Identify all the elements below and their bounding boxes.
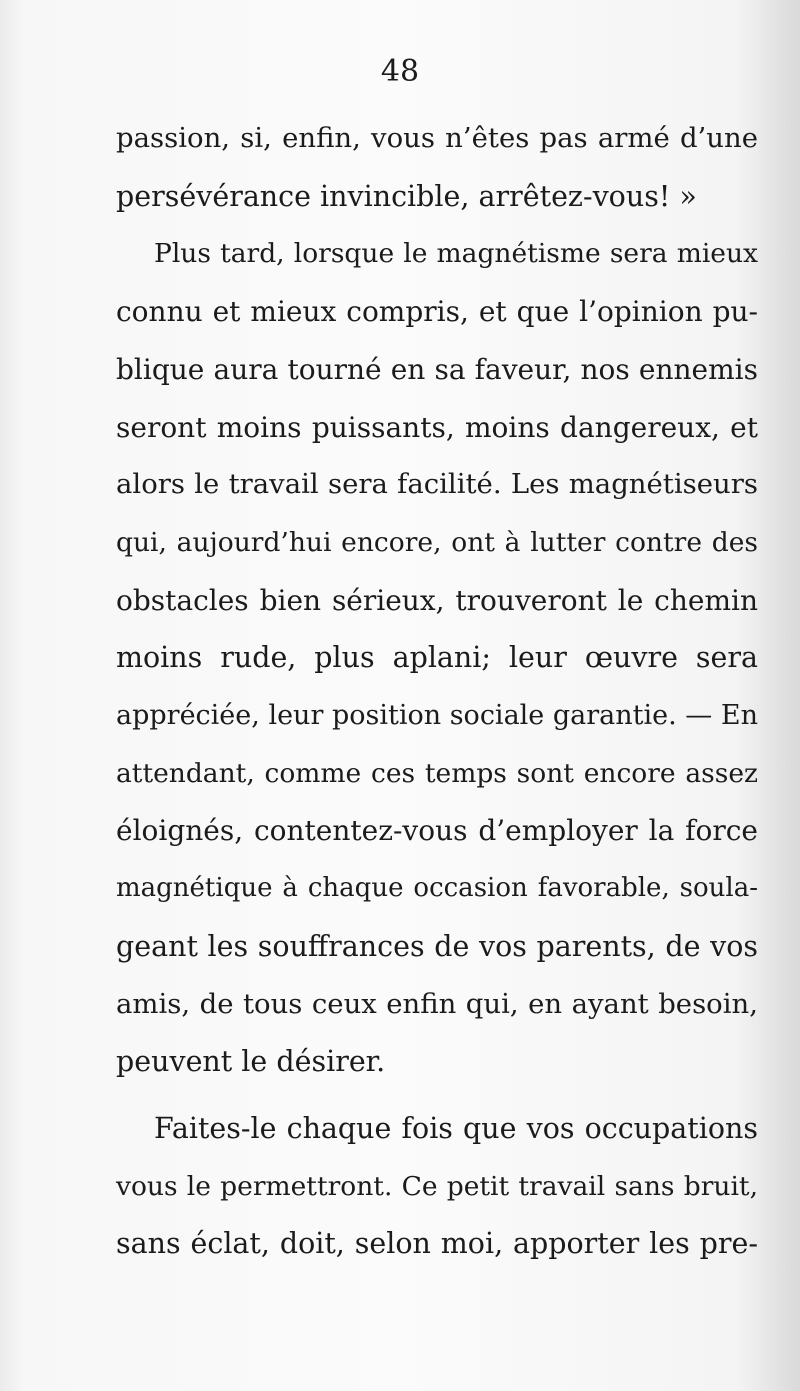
text-line: vous le permettront. Ce petit travail sans bruit,: [116, 1170, 758, 1202]
page-number: 48: [380, 54, 420, 89]
text-line: attendant, comme ces temps sont encore assez: [116, 757, 758, 789]
text-line: persévérance invincible, arrêtez-vous! »: [116, 179, 697, 213]
text-line: seront moins puissants, moins dangereux, et: [116, 410, 758, 444]
text-line: éloignés, contentez-vous d’employer la force: [116, 814, 758, 848]
text-line: alors le travail sera facilité. Les magnétiseurs: [116, 468, 758, 501]
text-line: obstacles bien sérieux, trouveront le chemin: [116, 583, 758, 617]
text-line: peuvent le désirer.: [116, 1045, 386, 1079]
text-line: passion, si, enfin, vous n’êtes pas armé d’une: [116, 122, 758, 154]
text-line: Faites-le chaque fois que vos occupations: [154, 1111, 758, 1145]
text-line: appréciée, leur position sociale garantie. — En: [116, 700, 758, 732]
paragraph-3: [116, 1100, 758, 1273]
body-text: [116, 110, 758, 1273]
text-line: connu et mieux compris, et que l’opinion pu-: [116, 295, 758, 329]
text-line: Plus tard, lorsque le magnétisme sera mieux: [154, 238, 758, 270]
text-line: blique aura tourné en sa faveur, nos ennemis: [116, 352, 758, 386]
text-line: moins rude, plus aplani; leur œuvre sera: [116, 641, 758, 675]
text-line: sans éclat, doit, selon moi, apporter les pre-: [116, 1227, 758, 1261]
text-line: magnétique à chaque occasion favorable, soula-: [116, 873, 758, 904]
text-line: qui, aujourd’hui encore, ont à lutter contre des: [116, 526, 758, 558]
text-line: amis, de tous ceux enfin qui, en ayant besoin,: [116, 987, 758, 1020]
paragraph-1: [116, 110, 758, 225]
text-line: geant les souffrances de vos parents, de vos: [116, 929, 758, 963]
paragraph-2: [116, 225, 758, 1091]
paragraph-spacer: [116, 1091, 758, 1100]
